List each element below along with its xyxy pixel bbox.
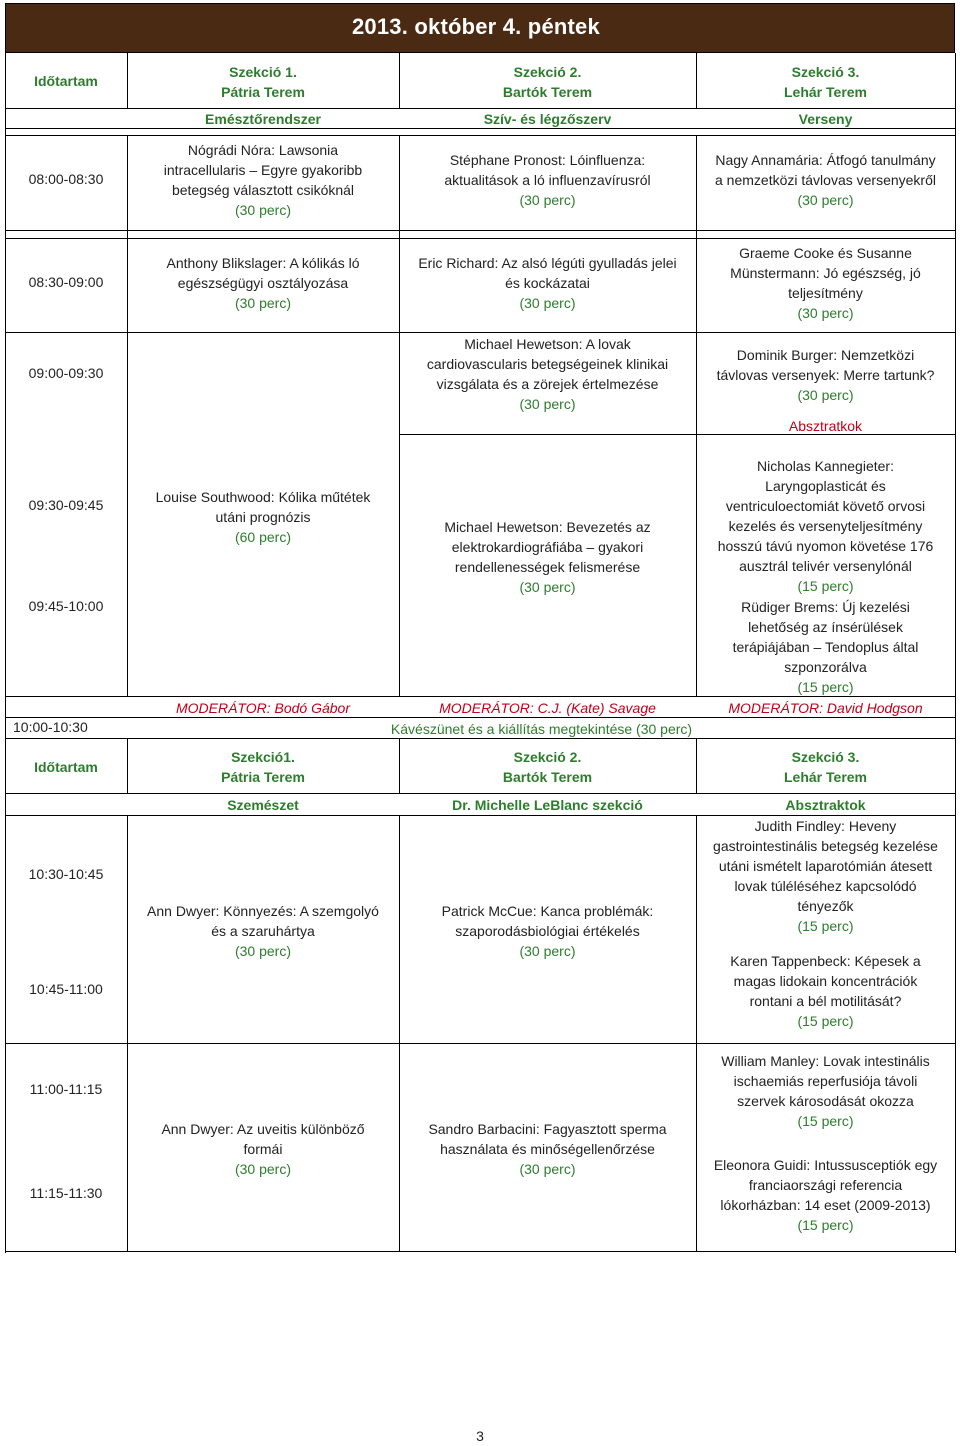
talk-ekg: Michael Hewetson: Bevezetés az elektrokardiográfiába – gyakori rendellenességek felismerése (30 perc): [444, 519, 651, 595]
col-sep: [127, 136, 128, 696]
talk-intussusceptio: Eleonora Guidi: Intussusceptiók egy franciaországi referencia lókorházban: 14 eset (2009-2013) (15 perc): [713, 1157, 938, 1233]
talk-cardiovascularis: Michael Hewetson: A lovak cardiovascularis betegségeinek klinikai vizsgálata és a zörejek értelmezése (30 perc): [426, 336, 669, 412]
section1-heading-2: Szekció1. Pátria Terem: [221, 749, 305, 785]
talk-nemzetkozi-tavlovas: Dominik Burger: Nemzetközi távlovas versenyek: Merre tartunk? (30 perc): [716, 347, 935, 403]
talk-tavlovas: Nagy Annamária: Átfogó tanulmány a nemzetközi távlovas versenyekről (30 perc): [715, 152, 936, 208]
section3-heading: [696, 62, 955, 102]
page-number: 3: [476, 1428, 484, 1444]
topic-absztraktok: Absztraktok: [785, 797, 866, 813]
talk-reperfusio: William Manley: Lovak intestinális ischaemiás reperfusiója távoli szervek károsodását okozza (15 perc): [721, 1053, 930, 1129]
talk-tendoplus: Rüdiger Brems: Új kezelési lehetőség az ínsérülések terápiájában – Tendoplus által szponzorálva (15 perc): [732, 599, 919, 695]
row-sep: [5, 793, 956, 794]
topic-leblanc: Dr. Michelle LeBlanc szekció: [452, 797, 643, 813]
moderator-section2: MODERÁTOR: C.J. (Kate) Savage: [439, 700, 656, 716]
section3-room: Lehár Terem: [784, 84, 867, 100]
section3-name: Szekció 3.: [791, 64, 860, 80]
talk-lawsonia: Nógrádi Nóra: Lawsonia intracellularis – Egyre gyakoribb betegség választott csikóknál (30 perc): [163, 142, 363, 218]
section2-heading-2: Szekció 2. Bartók Terem: [502, 749, 593, 785]
time-column-heading-2: Időtartam: [34, 759, 98, 775]
talk-uveitis: Ann Dwyer: Az uveitis különböző formái (30 perc): [161, 1121, 365, 1177]
section2-room: Bartók Terem: [502, 84, 593, 100]
time-slot: 11:15-11:30: [29, 1185, 103, 1201]
topic-section2: Szív- és légzőszerv: [483, 111, 612, 127]
time-slot-break: 10:00-10:30: [13, 719, 88, 735]
topic-section3: Verseny: [798, 111, 853, 127]
section1-heading: [127, 62, 399, 102]
talk-laryngoplastica: Nicholas Kannegieter: Laryngoplasticát és ventriculoectomiát követő orvosi kezelés és versenyteljesítmény hosszú távú nyomon követése 176 ausztrál telivér versenylónál (15 perc): [717, 458, 934, 594]
moderator-section1: MODERÁTOR: Bodó Gábor: [175, 700, 351, 716]
row-sep: [5, 238, 956, 239]
talk-kolika-mutetek: Louise Southwood: Kólika műtétek utáni prognózis (60 perc): [155, 489, 371, 545]
row-sep: [5, 135, 956, 136]
section3-heading-2: Szekció 3. Lehár Terem: [784, 749, 867, 785]
time-slot: 09:30-09:45: [28, 497, 104, 513]
moderator-section3: MODERÁTOR: David Hodgson: [728, 700, 923, 716]
topic-szemeszet: Szemészet: [227, 797, 299, 813]
talk-kanca: Patrick McCue: Kanca problémák: szaporodásbiológiai értékelés (30 perc): [441, 903, 654, 959]
coffee-break: Kávészünet és a kiállítás megtekintése (30 perc): [390, 721, 693, 737]
time-slot: 09:45-10:00: [28, 598, 104, 614]
talk-lidokain: Karen Tappenbeck: Képesek a magas lidokain koncentrációk rontani a bél motilitását? (15 perc): [730, 953, 921, 1029]
topic-section1: Emésztőrendszer: [205, 111, 321, 127]
row-sep: [5, 1043, 956, 1044]
section2-name: Szekció 2.: [513, 64, 582, 80]
talk-fagyasztott-sperma: Sandro Barbacini: Fagyasztott sperma használata és minőségellenőrzése (30 perc): [428, 1121, 667, 1177]
time-slot: 10:30-10:45: [28, 866, 104, 882]
table-right-border: [955, 53, 956, 1253]
abstracts-label: Absztratkok: [788, 418, 863, 434]
section2-heading: [399, 62, 696, 102]
time-slot: 08:00-08:30: [28, 171, 104, 187]
time-slot: 10:45-11:00: [29, 981, 103, 997]
date-title: 2013. október 4. péntek: [352, 14, 600, 39]
row-sep: [5, 230, 956, 231]
talk-kolikas: Anthony Blikslager: A kólikás ló egészségügyi osztályozása (30 perc): [166, 255, 360, 311]
table-bottom-border: [5, 1251, 956, 1252]
talk-konnyezes: Ann Dwyer: Könnyezés: A szemgolyó és a szaruhártya (30 perc): [147, 903, 379, 959]
col-sep: [127, 815, 128, 1252]
talk-jo-egeszseg: Graeme Cooke és Susanne Münstermann: Jó egészség, jó teljesítmény (30 perc): [730, 245, 921, 321]
section1-room: Pátria Terem: [221, 84, 305, 100]
col-sep: [399, 815, 400, 1252]
talk-loinfluenza: Stéphane Pronost: Lóinfluenza: aktualitások a ló influenzavírusról (30 perc): [444, 152, 651, 208]
talk-legut: Eric Richard: Az alsó légúti gyulladás jelei és kockázatai (30 perc): [418, 255, 677, 311]
time-slot: 11:00-11:15: [29, 1081, 103, 1097]
table-left-border: [5, 53, 6, 1253]
time-column-heading: Időtartam: [34, 73, 98, 89]
col-sep: [399, 136, 400, 696]
time-slot: 08:30-09:00: [28, 274, 104, 290]
section1-name: Szekció 1.: [229, 64, 297, 80]
talk-laparotomia: Judith Findley: Heveny gastrointestinális betegség kezelése utáni ismételt laparotómián átesett lovak túléléséhez kapcsolódó tényezők (15 perc): [713, 818, 938, 934]
time-slot: 09:00-09:30: [28, 365, 104, 381]
row-sep: [5, 332, 956, 333]
